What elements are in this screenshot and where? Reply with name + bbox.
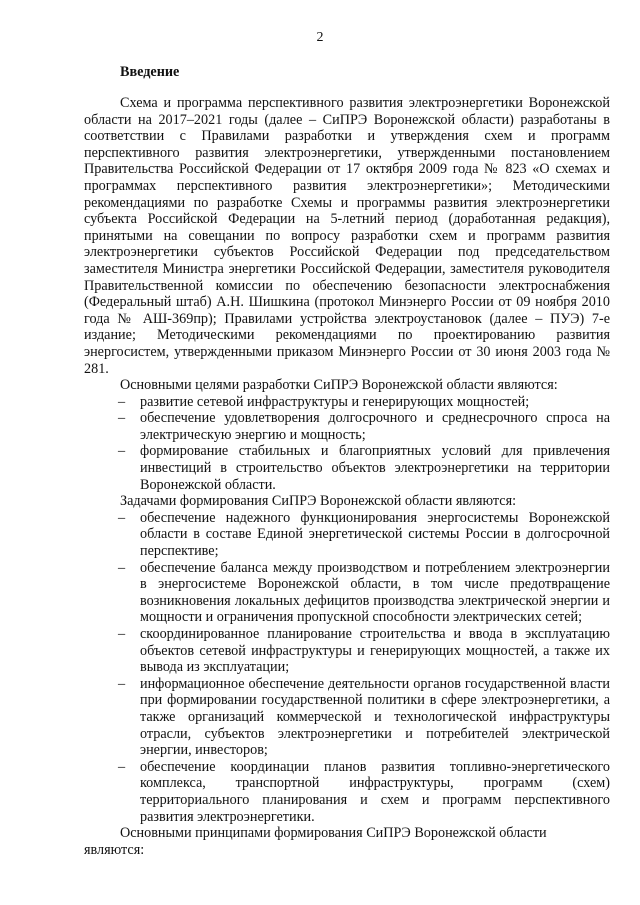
list-item — [84, 394, 610, 411]
bullet-dash: – — [118, 509, 126, 526]
section-heading: Введение — [120, 64, 180, 80]
list-item-text: информационное обеспечение деятельности органов государственной власти при формировании государственной политики в сфере электроэнергетики, а также организаций коммерческой и технологической инфраструктуры отрасли, субъектов электроэнергетики и потребителей электрической энергии, инвесторов; — [140, 675, 610, 759]
list-item — [84, 560, 610, 626]
list-item-text: обеспечение баланса между производством и потреблением электроэнергии в энергосистеме Воронежской области, в том числе предотвращение возникновения локальных дефицитов производства электрической энергии и мощности и ограничения пропускной способности электрических сетей; — [140, 559, 610, 626]
list-item-text: обеспечение координации планов развития топливно-энергетического комплекса, транспортной инфраструктуры, программ (схем) территориального планирования и схем и программ перспективного развития электроэнергетики. — [140, 758, 610, 825]
document-body — [84, 95, 610, 858]
bullet-dash: – — [118, 758, 126, 775]
principles-lead: Основными принципами формирования СиПРЭ Воронежской области являются: — [84, 825, 547, 858]
bullet-dash: – — [118, 675, 126, 692]
list-item — [84, 510, 610, 560]
bullet-dash: – — [118, 443, 126, 460]
list-item — [84, 443, 610, 493]
goals-lead: Основными целями разработки СиПРЭ Воронежской области являются: — [120, 377, 558, 394]
tasks-lead: Задачами формирования СиПРЭ Воронежской области являются: — [120, 493, 517, 510]
page-number: 2 — [316, 30, 324, 45]
list-item-text: скоординированное планирование строительства и ввода в эксплуатацию объектов сетевой инфраструктуры и генерирующих мощностей, а также их вывода из эксплуатации; — [140, 626, 610, 676]
list-item-text: обеспечение надежного функционирования энергосистемы Воронежской области в составе Единой энергетической системы России в долгосрочной перспективе; — [140, 509, 610, 560]
goals-list — [84, 394, 610, 494]
list-item — [84, 676, 610, 759]
list-item-text: развитие сетевой инфраструктуры и генерирующих мощностей; — [140, 393, 530, 410]
list-item — [84, 626, 610, 676]
bullet-dash: – — [118, 393, 126, 410]
bullet-dash: – — [118, 626, 126, 642]
tasks-list — [84, 510, 610, 825]
intro-paragraph: Схема и программа перспективного развития электроэнергетики Воронежской области на 2017–2021 годы (далее – СиПРЭ Воронежской области) разработаны в соответствии с Правилами разработки и утверждения схем и программ перспективного развития электроэнергетики, утвержденными постановлением Правительства Российской Федерации от 17 октября 2009 года № 823 «О схемах и программах перспективного развития электроэнергетики»; Методическими рекомендациями по разработке Схемы и программы развития электроэнергетики субъекта Российской Федерации на 5-летний период (доработанная редакция), принятыми на совещании по вопросу разработки схем и программ развития электроэнергетики субъектов Российской Федерации под председательством заместителя Министра энергетики Российской Федерации, заместителя руководителя Правительственной комиссии по обеспечению безопасности электроснабжения (Федеральный штаб) А.Н. Шишкина (протокол Минэнерго России от 09 ноября 2010 года № АШ-369пр); Правилами устройства электроустановок (далее – ПУЭ) 7-е издание; Методическими рекомендациями по проектированию развития энергосистем, утвержденными приказом Минэнерго России от 30 июня 2003 года № 281. — [84, 95, 610, 377]
bullet-dash: – — [118, 559, 126, 576]
list-item-text: формирование стабильных и благоприятных условий для привлечения инвестиций в строительство объектов электроэнергетики на территории Воронежской области. — [140, 443, 610, 493]
list-item-text: обеспечение удовлетворения долгосрочного и среднесрочного спроса на электрическую энергию и мощность; — [140, 410, 610, 443]
bullet-dash: – — [118, 410, 126, 427]
list-item — [84, 759, 610, 825]
list-item — [84, 410, 610, 443]
